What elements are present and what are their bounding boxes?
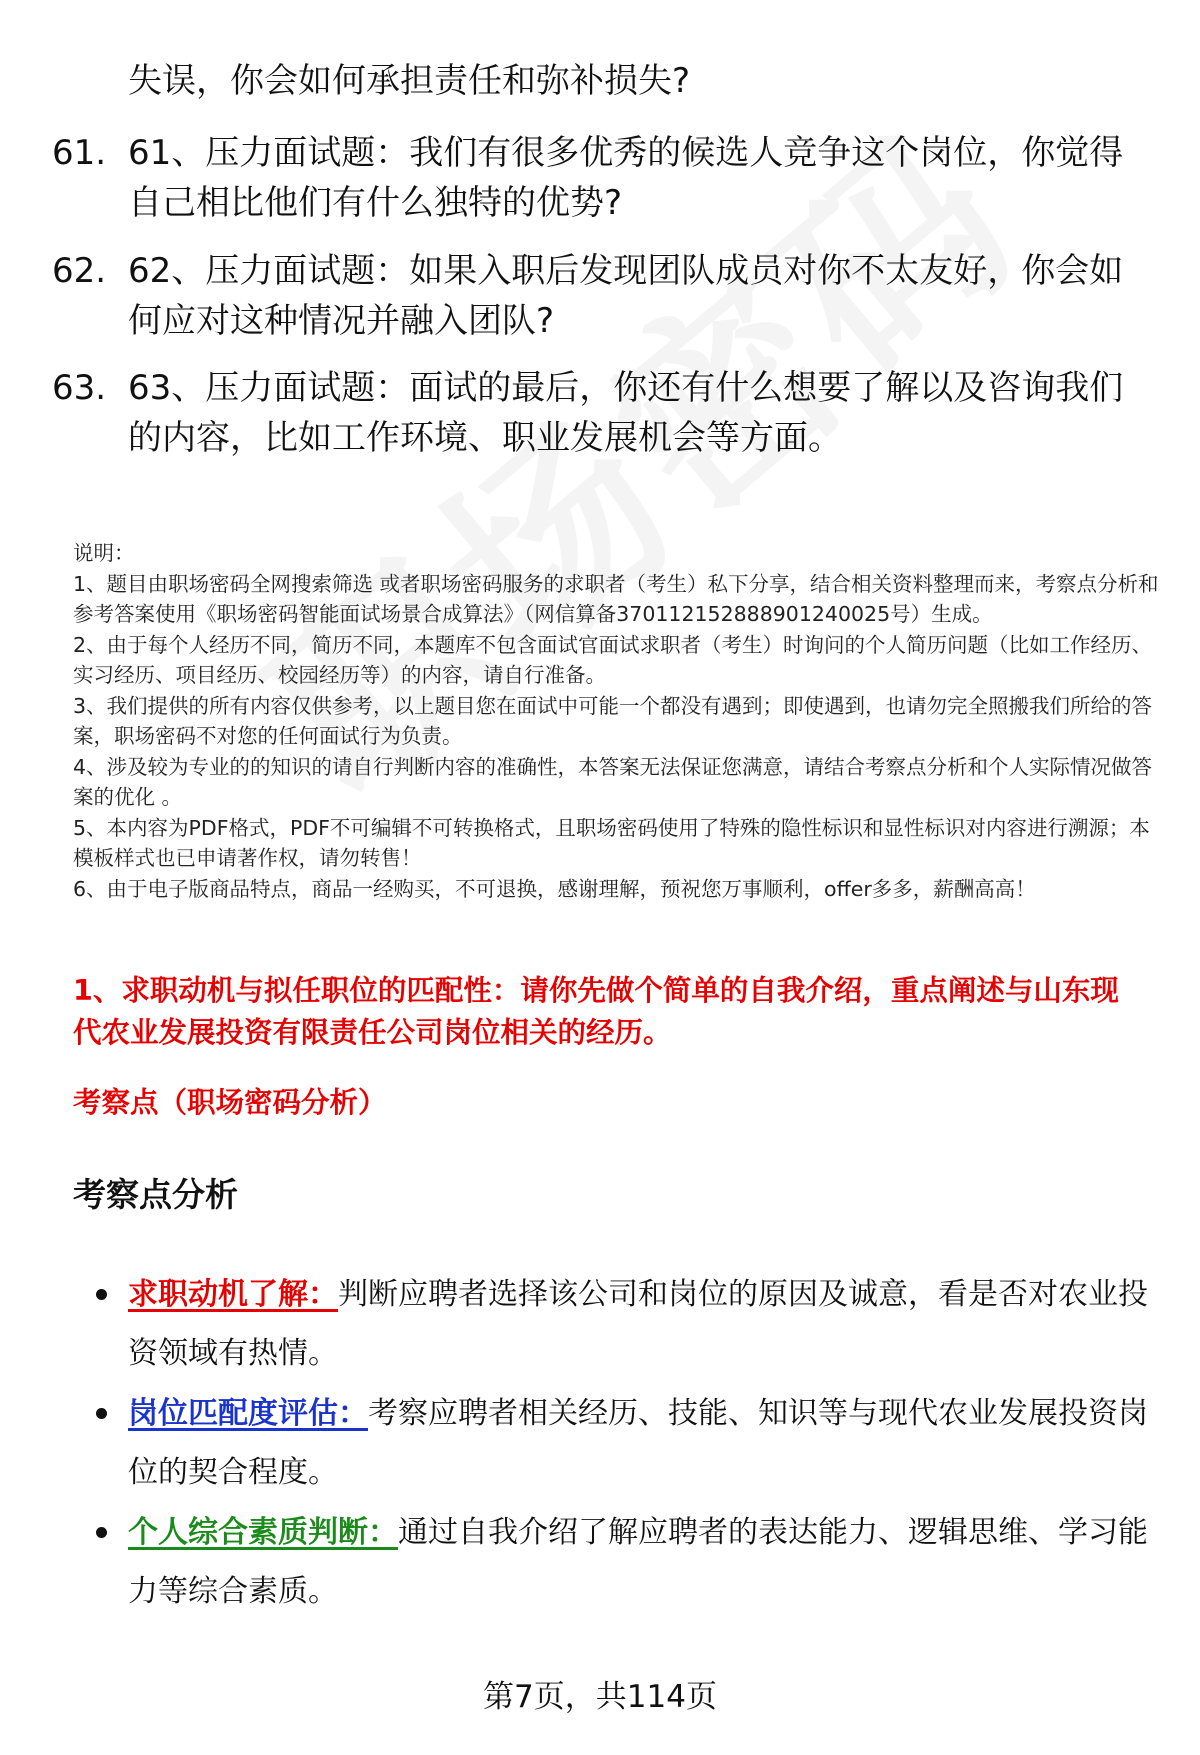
- question-number: 62.: [52, 251, 107, 291]
- analysis-bullet: [73, 1384, 1163, 1502]
- question-text: 61、压力面试题：我们有很多优秀的候选人竞争这个岗位，你觉得自己相比他们有什么独特的优势?: [128, 133, 1124, 223]
- bullet-label: 求职动机了解：: [128, 1277, 338, 1312]
- note-item: 6、由于电子版商品特点，商品一经购买，不可退换，感谢理解，预祝您万事顺利，offer多多，薪酬高高！: [73, 876, 1036, 901]
- bullet-text: 考察应聘者相关经历、技能、知识等与现代农业发展投资岗位的契合程度。: [128, 1396, 1148, 1490]
- note-item: 1、题目由职场密码全网搜索筛选 或者职场密码服务的求职者（考生）私下分享，结合相关资料整理而来，考察点分析和参考答案使用《职场密码智能面试场景合成算法》（网信算备370112152888901240025号）生成。: [73, 571, 1159, 626]
- question-text: 62、压力面试题：如果入职后发现团队成员对你不太友好，你会如何应对这种情况并融入团队?: [128, 251, 1124, 341]
- question-continuation: 失误，你会如何承担责任和弥补损失?: [128, 61, 691, 101]
- question-text: 63、压力面试题：面试的最后，你还有什么想要了解以及咨询我们的内容，比如工作环境、职业发展机会等方面。: [128, 368, 1124, 458]
- bullet-text: 通过自我介绍了解应聘者的表达能力、逻辑思维、学习能力等综合素质。: [128, 1515, 1148, 1609]
- question-number: 61.: [52, 133, 107, 173]
- question-item: [52, 363, 1152, 463]
- notes-title: 说明：: [73, 541, 135, 565]
- question-number: 63.: [52, 368, 107, 408]
- question-item: [52, 246, 1152, 346]
- bullet-label: 岗位匹配度评估：: [128, 1396, 368, 1431]
- question-heading: 1、求职动机与拟任职位的匹配性：请你先做个简单的自我介绍，重点阐述与山东现代农业发展投资有限责任公司岗位相关的经历。: [73, 974, 1119, 1049]
- note-item: 4、涉及较为专业的的知识的请自行判断内容的准确性，本答案无法保证您满意，请结合考察点分析和个人实际情况做答案的优化 。: [73, 754, 1153, 809]
- section-title: 考察点分析: [73, 1175, 238, 1214]
- note-item: 2、由于每个人经历不同，简历不同，本题库不包含面试官面试求职者（考生）时询问的个人简历问题（比如工作经历、实习经历、项目经历、校园经历等）的内容，请自行准备。: [73, 632, 1153, 687]
- bullet-label: 个人综合素质判断：: [128, 1515, 398, 1550]
- page-footer: 第7页，共114页: [483, 1679, 717, 1715]
- analysis-label: 考察点（职场密码分析）: [73, 1086, 387, 1119]
- note-item: 3、我们提供的所有内容仅供参考，以上题目您在面试中可能一个都没有遇到；即使遇到，也请勿完全照搬我们所给的答案，职场密码不对您的任何面试行为负责。: [73, 693, 1153, 748]
- question-item: [52, 128, 1152, 228]
- note-item: 5、本内容为PDF格式，PDF不可编辑不可转换格式，且职场密码使用了特殊的隐性标识和显性标识对内容进行溯源；本模板样式也已申请著作权，请勿转售！: [73, 815, 1150, 870]
- notes-block: [73, 538, 1163, 904]
- analysis-bullet-list: [73, 1265, 1163, 1622]
- bullet-dot-icon: [96, 1527, 107, 1538]
- bullet-dot-icon: [96, 1408, 107, 1419]
- analysis-bullet: [73, 1265, 1163, 1383]
- analysis-bullet: [73, 1503, 1163, 1621]
- bullet-dot-icon: [96, 1289, 107, 1300]
- bullet-text: 判断应聘者选择该公司和岗位的原因及诚意，看是否对农业投资领域有热情。: [128, 1277, 1148, 1371]
